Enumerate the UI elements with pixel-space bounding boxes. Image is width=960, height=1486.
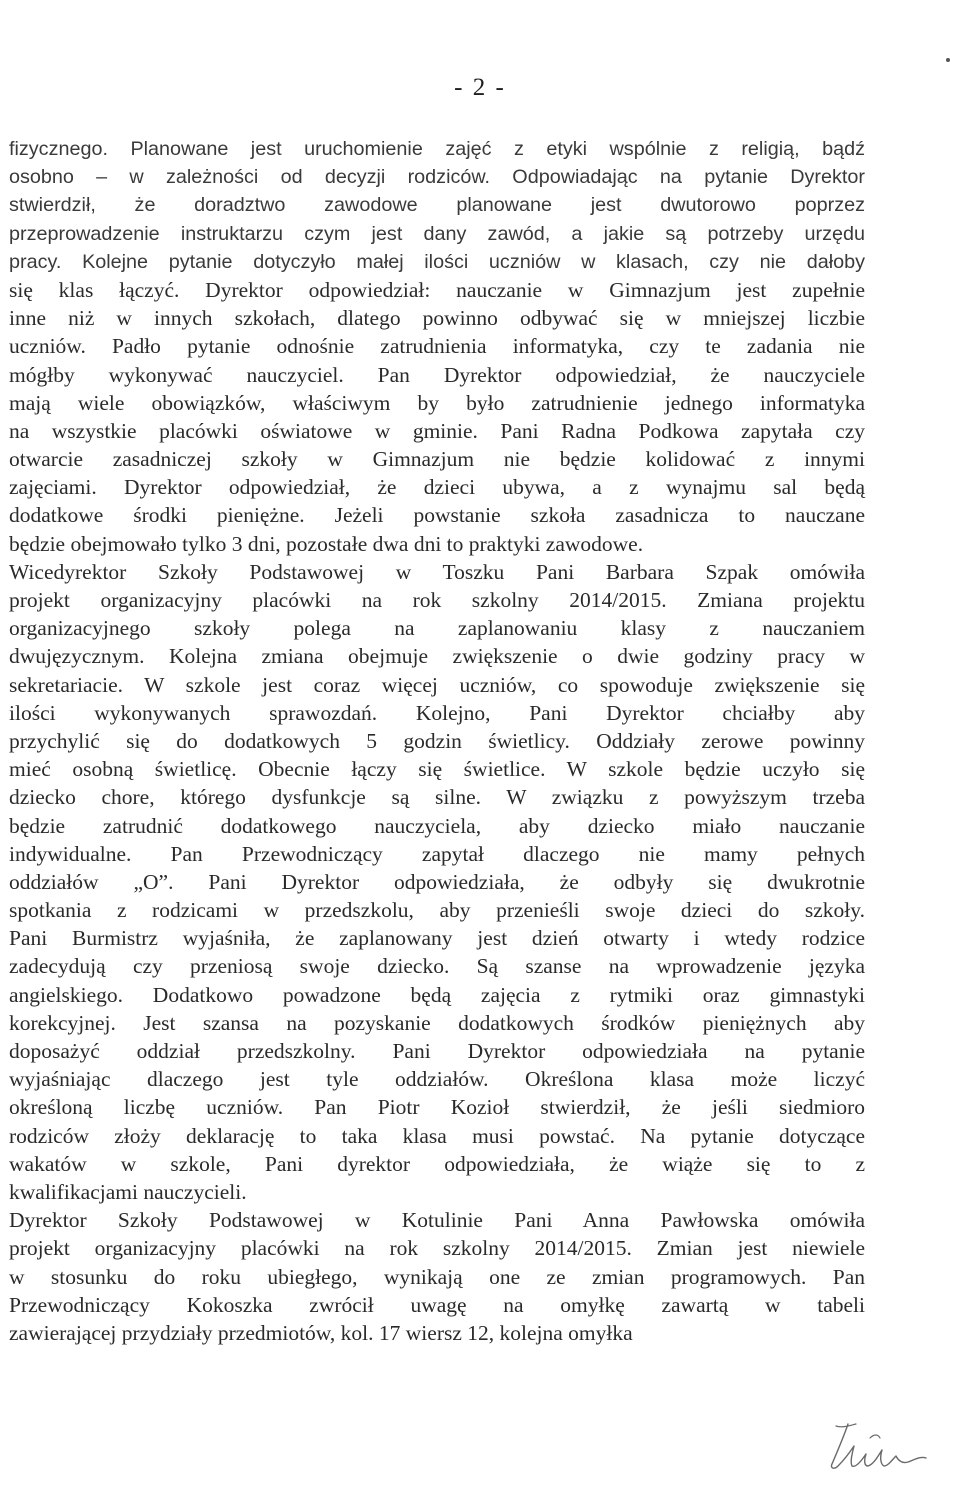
- paragraph: [9, 1206, 865, 1347]
- text-line: uczniów. Padło pytanie odnośnie zatrudnienia informatyka, czy te zadania nie: [9, 334, 865, 359]
- text-line: określoną liczbę uczniów. Pan Piotr Kozioł stwierdził, że jeśli siedmioro: [9, 1095, 865, 1120]
- text-line: pracy. Kolejne pytanie dotyczyło małej ilości uczniów w klasach, czy nie dałoby: [9, 250, 865, 273]
- text-line: osobno – w zależności od decyzji rodziców. Odpowiadając na pytanie Dyrektor: [9, 166, 865, 189]
- text-line: inne niż w innych szkołach, dlatego powinno odbywać się w mniejszej liczbie: [9, 306, 865, 331]
- text-line: ilości wykonywanych sprawozdań. Kolejno, Pani Dyrektor chciałby aby: [9, 700, 865, 725]
- text-line: dodatkowe środki pieniężne. Jeżeli powstanie szkoła zasadnicza to nauczane: [9, 503, 865, 528]
- text-line: dziecko chore, którego dysfunkcje są silne. W związku z powyższym trzeba: [9, 785, 865, 810]
- text-line: Przewodniczący Kokoszka zwrócił uwagę na omyłkę zawartą w tabeli: [9, 1292, 865, 1317]
- text-line: projekt organizacyjny placówki na rok szkolny 2014/2015. Zmiana projektu: [9, 588, 865, 612]
- text-line: Wicedyrektor Szkoły Podstawowej w Toszku Pani Barbara Szpak omówiła: [9, 559, 865, 584]
- text-line: dwujęzycznym. Kolejna zmiana obejmuje zwiększenie o dwie godziny pracy w: [9, 644, 865, 669]
- page-number: - 2 -: [454, 74, 506, 101]
- document-body: [9, 135, 865, 1347]
- text-line: zawierającej przydziały przedmiotów, kol. 17 wiersz 12, kolejna omyłka: [9, 1320, 633, 1345]
- text-line: mógłby wykonywać nauczyciel. Pan Dyrektor odpowiedział, że nauczyciele: [9, 362, 865, 387]
- paragraph: [9, 135, 865, 558]
- text-line: będzie zatrudnić dodatkowego nauczyciela, aby dziecko miało nauczanie: [9, 813, 865, 838]
- text-line: oddziałów „O”. Pani Dyrektor odpowiedziała, że odbyły się dwukrotnie: [9, 869, 865, 894]
- text-line: Dyrektor Szkoły Podstawowej w Kotulinie Pani Anna Pawłowska omówiła: [9, 1208, 865, 1233]
- text-line: się klas łączyć. Dyrektor odpowiedział: nauczanie w Gimnazjum jest zupełnie: [9, 277, 865, 302]
- text-line: spotkania z rodzicami w przedszkolu, aby przenieśli swoje dzieci do szkoły.: [9, 898, 865, 923]
- text-line: stwierdził, że doradztwo zawodowe planowane jest dwutorowo poprzez: [9, 194, 865, 217]
- text-line: wyjaśniając dlaczego jest tyle oddziałów. Określona klasa może liczyć: [9, 1067, 865, 1092]
- text-line: mają wiele obowiązków, właściwym by było zatrudnienie jednego informatyka: [9, 390, 865, 415]
- text-line: projekt organizacyjny placówki na rok szkolny 2014/2015. Zmian jest niewiele: [9, 1236, 865, 1261]
- text-line: korekcyjnej. Jest szansa na pozyskanie dodatkowych środków pieniężnych aby: [9, 1010, 865, 1035]
- text-line: fizycznego. Planowane jest uruchomienie zajęć z etyki wspólnie z religią, bądź: [9, 138, 865, 160]
- text-line: organizacyjnego szkoły polega na zaplanowaniu klasy z nauczaniem: [9, 616, 865, 641]
- text-line: doposażyć oddział przedszkolny. Pani Dyrektor odpowiedziała na pytanie: [9, 1039, 865, 1063]
- text-line: w stosunku do roku ubiegłego, wynikają one ze zmian programowych. Pan: [9, 1264, 865, 1289]
- text-line: zajęciami. Dyrektor odpowiedział, że dzieci ubywa, a z wynajmu sal będą: [9, 475, 865, 500]
- text-line: wakatów w szkole, Pani dyrektor odpowiedziała, że wiąże się to z: [9, 1151, 865, 1176]
- text-line: mieć osobną świetlicę. Obecnie łączy się świetlice. W szkole będzie uczyło się: [9, 757, 865, 782]
- scan-speck: [946, 58, 950, 62]
- text-line: kwalifikacjami nauczycieli.: [9, 1179, 247, 1204]
- paragraph: [9, 558, 865, 1206]
- text-line: rodziców złoży deklarację to taka klasa musi powstać. Na pytanie dotyczące: [9, 1123, 865, 1148]
- text-line: przeprowadzenie instruktarzu czym jest dany zawód, a jakie są potrzeby urzędu: [9, 222, 865, 245]
- text-line: indywidualne. Pan Przewodniczący zapytał dlaczego nie mamy pełnych: [9, 841, 865, 866]
- text-line: przychylić się do dodatkowych 5 godzin świetlicy. Oddziały zerowe powinny: [9, 728, 865, 753]
- text-line: angielskiego. Dodatkowo powadzone będą zajęcia z rytmiki oraz gimnastyki: [9, 982, 865, 1007]
- text-line: na wszystkie placówki oświatowe w gminie. Pani Radna Podkowa zapytała czy: [9, 418, 865, 443]
- text-line: sekretariacie. W szkole jest coraz więcej uczniów, co spowoduje zwiększenie się: [9, 672, 865, 697]
- text-line: będzie obejmowało tylko 3 dni, pozostałe dwa dni to praktyki zawodowe.: [9, 531, 644, 556]
- handwritten-signature-icon: [808, 1416, 938, 1476]
- text-line: otwarcie zasadniczej szkoły w Gimnazjum nie będzie kolidować z innymi: [9, 447, 865, 472]
- text-line: Pani Burmistrz wyjaśniła, że zaplanowany jest dzień otwarty i wtedy rodzice: [9, 926, 865, 951]
- text-line: zadecydują czy przeniosą swoje dziecko. Są szanse na wprowadzenie języka: [9, 954, 865, 979]
